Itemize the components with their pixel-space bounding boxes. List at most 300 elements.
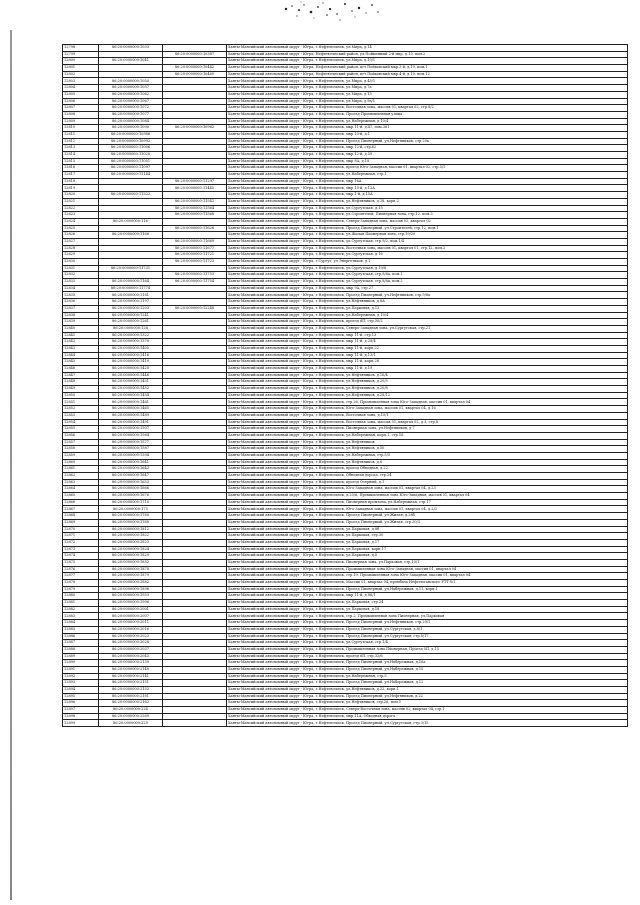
table-row [63,620,628,627]
cadastral-number: 86:20:0000000:2001 [99,606,163,613]
cadastral-number-secondary [163,105,227,112]
cadastral-number [99,225,163,232]
cadastral-number-secondary [163,319,227,326]
table-row [63,305,628,312]
address-cell: Ханты-Мансийский автономный округ - Югра, г.Нефтеюганск, Проезд Пионерный, ул.Нефтяников, стр.9/8а [227,292,628,299]
row-number: 12879 [63,586,99,593]
row-number: 12808 [63,111,99,118]
address-cell: Ханты-Мансийский автономный округ - Югра, г.Нефтеюганск, ул.Строителей, Пионерная зона, стр.12, пом.3 [227,212,628,219]
address-cell: Ханты-Мансийский автономный округ - Югра, г.Нефтеюганск, ул.Сургутская, д.16 [227,252,628,259]
address-cell: Ханты-Мансийский автономный округ - Югра, г.Нефтеюганск, проезд Юго-Западная, массив 01, квартал 02, стр.5/1 [227,165,628,172]
cadastral-number: 86:20:0000000:1465 [99,406,163,413]
cadastral-number-secondary: 86:20:0000000:11721 [163,252,227,259]
table-row [63,111,628,118]
row-number: 12846 [63,366,99,373]
address-cell: Ханты-Мансийский автономный округ - Югра, г.Нефтеюганск, ул.Сургутская, стр.9/2, пом.1/4 [227,238,628,245]
address-cell: Ханты-Мансийский автономный округ - Югра, г.Нефтеюганск, Юго-Западная зона, массив 01, квартал 04, д.16 [227,406,628,413]
table-row [63,452,628,459]
address-cell: Ханты-Мансийский автономный округ - Югра, г.Нефтеюганск, Обводная дорога, стр.24 [227,473,628,480]
table-row [63,559,628,566]
address-cell: Ханты-Мансийский автономный округ - Югра, г.Нефтеюганск, Проезд Пионерный, ул.Жилая, стр.30/3 [227,519,628,526]
cadastral-number: 86:20:0000000:2151 [99,680,163,687]
cadastral-number: 86:20:0000000:11731 [99,265,163,272]
row-number: 12834 [63,285,99,292]
cadastral-number: 86:20:0000000:1710 [99,499,163,506]
address-cell: Ханты-Мансийский автономный округ - Югра, г.Нефтеюганск, ул.Парковая, д.17 [227,539,628,546]
cadastral-number: 86:20:0000000:11774 [99,285,163,292]
table-row [63,285,628,292]
cadastral-number: 86:20:0000000:116 [99,218,163,225]
row-number: 12847 [63,372,99,379]
address-cell: Ханты-Мансийский автономный округ - Югра, г.Нефтеюганск, ул.Нефтяников [227,439,628,446]
address-cell: Ханты-Мансийский автономный округ - Югра, г.Нефтеюганск, мкр 1-й, д.15А [227,192,628,199]
address-cell: Ханты-Мансийский автономный округ - Югра, г.Нефтеюганск, проезд Озерный, д.1 [227,479,628,486]
cadastral-number-secondary [163,138,227,145]
row-number: 12858 [63,446,99,453]
cadastral-number-secondary [163,526,227,533]
row-number: 12874 [63,553,99,560]
address-cell: Ханты-Мансийский автономный округ - Югра, г.Нефтеюганск, мкр 11-й, д.13/1 [227,352,628,359]
cadastral-number-secondary [163,720,227,727]
cadastral-number-secondary [163,499,227,506]
cadastral-number: 86:20:0000000:1666 [99,486,163,493]
table-row [63,600,628,607]
table-row [63,325,628,332]
address-cell: Ханты-Мансийский автономный округ - Югра, г.Нефтеюганск, ул.Мира, д.14 [227,45,628,52]
address-cell: Ханты-Мансийский автономный округ - Югра, г.Нефтеюганск, ул.Сургутская, д.15 [227,205,628,212]
table-row [63,566,628,573]
table-row [63,172,628,179]
cadastral-number: 86:20:0000000:128 [99,325,163,332]
table-row [63,432,628,439]
cadastral-number-secondary: 86:20:0000000:11626 [163,225,227,232]
address-cell: Ханты-Мансийский автономный округ - Югра, г.Нефтеюганск, ул.Нефтяников, д.16/4 [227,372,628,379]
address-cell: Ханты-Мансийский автономный округ - Югра, г.Нефтеюганск, ул.Нефтяников, д.20/5 [227,379,628,386]
cadastral-number: 86:20:0000000:1419 [99,359,163,366]
table-row [63,78,628,85]
address-cell: Ханты-Мансийский автономный округ - Югра, г.Нефтеюганск, ул.Нефтяников, д.28/12 [227,392,628,399]
row-number: 12833 [63,279,99,286]
cadastral-number: 86:20:0000000:1812 [99,526,163,533]
cadastral-number-secondary [163,98,227,105]
cadastral-number [99,212,163,219]
table-row [63,225,628,232]
cadastral-number-secondary [163,452,227,459]
table-row [63,238,628,245]
cadastral-number: 86:20:0000000:2141 [99,673,163,680]
row-number: 12809 [63,118,99,125]
cadastral-number: 86:20:0000000:1879 [99,573,163,580]
address-cell: Ханты-Мансийский автономный округ - Югра, г.Нефтеюганск, Восточная зона, массив 01, квартал 01, стр.12, пом.2 [227,245,628,252]
table-row [63,479,628,486]
cadastral-number-secondary [163,539,227,546]
cadastral-number [99,198,163,205]
table-row [63,85,628,92]
cadastral-number-secondary [163,366,227,373]
address-cell: Ханты-Мансийский автономный округ - Югра, г.Нефтеюганск, мкр 11-й, корп.22 [227,345,628,352]
cadastral-number: 86:20:0000000:1641 [99,459,163,466]
row-number: 12820 [63,192,99,199]
table-row [63,98,628,105]
cadastral-number-secondary: 86:20:0000000:11297 [163,178,227,185]
row-number: 12891 [63,666,99,673]
cadastral-number-secondary [163,111,227,118]
scan-edge [10,30,12,900]
address-cell: Ханты-Мансийский автономный округ - Югра, г.Нефтеюганск, ул.Сургутская, стр.8/8а, пом.2 [227,279,628,286]
cadastral-number: 86:20:0000000:1033 [99,45,163,52]
row-number: 12890 [63,660,99,667]
cadastral-number-secondary [163,713,227,720]
cadastral-number-secondary [163,131,227,138]
cadastral-number: 86:20:0000000:1824 [99,546,163,553]
cadastral-number-secondary [163,45,227,52]
table-row [63,419,628,426]
table-row [63,345,628,352]
table-row [63,446,628,453]
address-cell: Ханты-Мансийский автономный округ - Югра, г.Нефтеюганск, ул.Парковая, стр.24 [227,600,628,607]
address-cell: Ханты-Мансийский автономный округ - Югра, г.Нефтеюганск, ул.Набережная, д.10/4 [227,312,628,319]
address-cell: Ханты-Мансийский автономный округ - Югра, г.Нефтеюганск, ул.Нефтяников, д.50 [227,446,628,453]
cadastral-number-secondary [163,145,227,152]
row-number: 12821 [63,198,99,205]
address-cell: Ханты-Мансийский автономный округ - Югра, г.Нефтеюганск, Проезд Пионерный, ул.Набережная, д.11, корп.1 [227,586,628,593]
row-number: 12866 [63,499,99,506]
row-number: 12853 [63,412,99,419]
cadastral-number: 86:20:0000000:11006 [99,145,163,152]
cadastral-number-secondary [163,412,227,419]
cadastral-number-secondary [163,345,227,352]
row-number: 12803 [63,78,99,85]
cadastral-number: 86:20:0000000:2161 [99,693,163,700]
cadastral-number-secondary [163,118,227,125]
address-cell: Ханты-Мансийский автономный округ - Югра, г.Нефтеюганск, Пионерная зона, ул.Парковая, стр.10/1 [227,559,628,566]
row-number: 12884 [63,620,99,627]
table-row [63,533,628,540]
address-cell: Ханты-Мансийский автономный округ - Югра, г.Нефтеюганск, ул.Нефтяников, д.8А [227,299,628,306]
table-row [63,493,628,500]
address-cell: Ханты-Мансийский автономный округ - Югра, г.Нефтеюганск, мкр 12-й, д.59 [227,152,628,159]
address-cell: Ханты-Мансийский автономный округ - Югра, г.Сургут, ул.Энергетиков, д.1 [227,259,628,266]
cadastral-number-secondary [163,85,227,92]
address-cell: Ханты-Мансийский автономный округ - Югра, г.Нефтеюганск, ул.Набережная, стр.5 [227,673,628,680]
cadastral-number: 86:20:0000000:1197 [99,299,163,306]
table-row [63,352,628,359]
address-cell: Ханты-Мансийский автономный округ - Югра, г.Нефтеюганск, Проезд Пионерный, ул.Жилая, д.28б [227,513,628,520]
address-cell: Ханты-Мансийский автономный округ - Югра, г.Нефтеюганск, мкр 8А, д.18 [227,158,628,165]
address-cell: Ханты-Мансийский автономный округ - Югра, г.Нефтеюганск, ул.Парковая, корп.17 [227,546,628,553]
cadastral-number-secondary [163,359,227,366]
table-row [63,198,628,205]
row-number: 12875 [63,559,99,566]
cadastral-number: 86:20:0000000:2023 [99,633,163,640]
row-number: 12877 [63,573,99,580]
row-number: 12842 [63,339,99,346]
address-cell: Ханты-Мансийский автономный округ - Югра, г.Нефтеюганск, ул.Нефтяников, д.28, корп.2 [227,198,628,205]
cadastral-number-secondary [163,339,227,346]
cadastral-number-secondary [163,613,227,620]
table-row [63,145,628,152]
row-number: 12849 [63,386,99,393]
row-number: 12837 [63,305,99,312]
cadastral-number-secondary [163,325,227,332]
cadastral-number: 86:20:0000000:1057 [99,85,163,92]
cadastral-number-secondary [163,666,227,673]
table-row [63,693,628,700]
table-row [63,218,628,225]
address-cell: Ханты-Мансийский автономный округ - Югра, г.Нефтеюганск, Промышленная зона Юго-Западная, массив 01, квартал 04 [227,566,628,573]
table-row [63,91,628,98]
table-row [63,165,628,172]
cadastral-number: 86:20:0000000:2153 [99,687,163,694]
cadastral-number: 86:20:0000000:1241 [99,312,163,319]
cadastral-number-secondary [163,426,227,433]
row-number: 12851 [63,399,99,406]
cadastral-number: 86:20:0000000:11523 [99,192,163,199]
cadastral-number-secondary [163,432,227,439]
cadastral-number-secondary [163,446,227,453]
row-number: 12887 [63,640,99,647]
cadastral-number: 86:20:0000000:1822 [99,533,163,540]
table-row [63,185,628,192]
cadastral-number-secondary [163,593,227,600]
table-row [63,720,628,727]
cadastral-number-secondary: 86:20:0000000:10962 [163,125,227,132]
table-row [63,51,628,58]
row-number: 12880 [63,593,99,600]
address-cell: Ханты-Мансийский автономный округ - Югра, г.Нефтеюганск, мкр 10-й, д.1 [227,131,628,138]
address-cell: Ханты-Мансийский автономный округ - Югра, г.Нефтеюганск, Северо-Восточная зона, массив 02, квартал 04, стр.1 [227,707,628,714]
address-cell: Ханты-Мансийский автономный округ - Югра, г.Нефтеюганск, Пионерная промзона, ул.Набережная, стр.17 [227,499,628,506]
row-number: 12798 [63,45,99,52]
table-body [63,45,628,727]
table-row [63,506,628,513]
row-number: 12843 [63,345,99,352]
address-cell: Ханты-Мансийский автономный округ - Югра, г.Нефтеюганск, Проезд Пионерный, ул.Нефтяников, стр.29/1 [227,620,628,627]
cadastral-number: 86:20:0000000:1489 [99,412,163,419]
cadastral-number-secondary [163,91,227,98]
address-cell: Ханты-Мансийский автономный округ - Югра, г.Нефтеюганск, ул.Сургутская, д.19/8 [227,265,628,272]
cadastral-number-secondary: 86:20:0000000:11568 [163,212,227,219]
table-row [63,192,628,199]
row-number: 12881 [63,600,99,607]
row-number: 12897 [63,707,99,714]
address-cell: Ханты-Мансийский автономный округ - Югра, г.Нефтеюганск, Пионерная зона, ул.Нефтяников, д.7 [227,426,628,433]
cadastral-number: 86:20:0000000:1882 [99,580,163,587]
cadastral-number-secondary [163,292,227,299]
row-number: 12873 [63,546,99,553]
row-number: 12865 [63,493,99,500]
cadastral-number-secondary [163,172,227,179]
cadastral-number [99,205,163,212]
cadastral-number-secondary [163,620,227,627]
cadastral-number-secondary: 86:20:0000000:10442 [163,65,227,72]
cadastral-number-secondary [163,285,227,292]
row-number: 12894 [63,687,99,694]
row-number: 12822 [63,205,99,212]
row-number: 12852 [63,406,99,413]
address-cell: Ханты-Мансийский автономный округ - Югра, г.Нефтеюганск, мкр 11-й, корп.28 [227,359,628,366]
cadastral-number: 86:20:0000000:1491 [99,419,163,426]
row-number: 12885 [63,626,99,633]
cadastral-number: 86:20:0000000:224 [99,707,163,714]
cadastral-number-secondary: 86:20:0000000:11564 [163,205,227,212]
cadastral-number-secondary [163,673,227,680]
cadastral-number: 86:20:0000000:2007 [99,613,163,620]
table-row [63,707,628,714]
table-row [63,499,628,506]
table-row [63,399,628,406]
cadastral-number [99,245,163,252]
cadastral-number [99,65,163,72]
address-cell: Ханты-Мансийский автономный округ - Югра, г.Нефтеюганск, стр.2, Промышленная зона Пионерная, ул.Парковая [227,613,628,620]
table-row [63,687,628,694]
cadastral-number: 86:20:0000000:1852 [99,559,163,566]
table-row [63,386,628,393]
table-row [63,245,628,252]
row-number: 12804 [63,85,99,92]
address-cell: Ханты-Мансийский автономный округ - Югра, г.Нефтеюганск, ул.Мира, д.10/1 [227,58,628,65]
cadastral-number: 86:20:0000000:1587 [99,446,163,453]
cadastral-number-secondary [163,660,227,667]
address-cell: Ханты-Мансийский автономный округ - Югра, г.Нефтеюганск, ул.Жилая Пионерная зона, стр.19/20 [227,232,628,239]
table-row [63,299,628,306]
address-cell: Ханты-Мансийский автономный округ - Югра, г.Нефтеюганск, Проезд Пионерный, ул.Набережная, д.16а [227,660,628,667]
row-number: 12870 [63,526,99,533]
table-row [63,646,628,653]
table-row [63,65,628,72]
cadastral-number: 86:20:0000000:1823 [99,539,163,546]
cadastral-number: 86:20:0000000:1084 [99,118,163,125]
cadastral-number-secondary [163,546,227,553]
cadastral-number: 86:20:0000000:2037 [99,646,163,653]
cadastral-number-secondary [163,392,227,399]
cadastral-number: 86:20:0000000:1452 [99,386,163,393]
cadastral-number-secondary [163,479,227,486]
cadastral-number: 86:20:0000000:1322 [99,332,163,339]
row-number: 12840 [63,325,99,332]
cadastral-number: 86:20:0000000:1647 [99,473,163,480]
cadastral-number-secondary [163,78,227,85]
cadastral-number: 86:20:0000000:2016 [99,626,163,633]
cadastral-number-secondary [163,439,227,446]
address-cell: Ханты-Мансийский автономный округ - Югра, г.Нефтеюганск, ул.Сургутская, стр.8/8а, пом.1 [227,272,628,279]
address-cell: Ханты-Мансийский автономный округ - Югра, г.Нефтеюганск, мкр 11-й, стр.13 [227,332,628,339]
row-number: 12839 [63,319,99,326]
cadastral-number-secondary [163,406,227,413]
row-number: 12830 [63,259,99,266]
cadastral-number: 86:20:0000000:2028 [99,640,163,647]
table-row [63,265,628,272]
cadastral-number: 86:20:0000000:1653 [99,479,163,486]
row-number: 12886 [63,633,99,640]
address-cell: Ханты-Мансийский автономный округ - Югра, г.Нефтеюганск, Проезд Пионерный, ул.Набережная, д.15 [227,666,628,673]
address-cell: Ханты-Мансийский автономный округ - Югра, г.Нефтеюганск, проезд 6П, стр.30/2 [227,319,628,326]
row-number: 12800 [63,58,99,65]
table-row [63,406,628,413]
cadastral-number-secondary [163,600,227,607]
cadastral-number-secondary: 86:20:0000000:10387 [163,51,227,58]
cadastral-number-secondary [163,165,227,172]
cadastral-number: 86:20:0000000:1829 [99,553,163,560]
cadastral-number-secondary [163,386,227,393]
row-number: 12861 [63,466,99,473]
table-row [63,466,628,473]
row-number: 12812 [63,138,99,145]
cadastral-number: 86:20:0000000:1416 [99,352,163,359]
cadastral-number: 86:20:0000000:1090 [99,125,163,132]
row-number: 12895 [63,693,99,700]
table-row [63,546,628,553]
cadastral-number: 86:20:0000000:1461 [99,399,163,406]
cadastral-number: 86:20:0000000:1067 [99,98,163,105]
row-number: 12898 [63,713,99,720]
address-cell: Ханты-Мансийский автономный округ - Югра, г.Нефтеюганск, мкр 12-й, стр.62 [227,145,628,152]
cadastral-number-secondary [163,312,227,319]
table-row [63,212,628,219]
address-cell: Ханты-Мансийский автономный округ - Югра, г.Нефтеюганск, Проезд Промышленная улица [227,111,628,118]
cadastral-number: 86:20:0000000:1446 [99,372,163,379]
cadastral-number: 86:20:0000000:11020 [99,152,163,159]
table-row [63,586,628,593]
address-cell: Ханты-Мансийский автономный округ - Югра, г.Нефтеюганск, стр.26, Промышленная зона Юго-Западная, массив 01, квартал 04 [227,399,628,406]
row-number: 12814 [63,152,99,159]
address-cell: Ханты-Мансийский автономный округ - Югра, г.Нефтеюганск, ул.Парковая, д.5 [227,553,628,560]
row-number: 12806 [63,98,99,105]
cadastral-number-secondary [163,332,227,339]
cadastral-number: 86:20:0000000:1072 [99,105,163,112]
cadastral-number: 86:20:0000000:11097 [99,165,163,172]
row-number: 12871 [63,533,99,540]
cadastral-number: 86:20:0000000:1164 [99,279,163,286]
cadastral-number-secondary [163,299,227,306]
address-cell: Ханты-Мансийский автономный округ - Югра, г.Нефтеюганск, ул.Сургутская, стр.1/4 [227,640,628,647]
row-number: 12826 [63,232,99,239]
row-number: 12824 [63,218,99,225]
cadastral-number: 86:20:0000000:2011 [99,620,163,627]
table-row [63,606,628,613]
row-number: 12857 [63,439,99,446]
row-number: 12883 [63,613,99,620]
cadastral-number-secondary [163,352,227,359]
address-cell: Ханты-Мансийский автономный округ - Югра, г.Нефтеюганск, Промышленная зона Пионерная, Проезд 5П, д.15 [227,646,628,653]
cadastral-number-secondary [163,680,227,687]
table-row [63,272,628,279]
cadastral-number-secondary [163,152,227,159]
cadastral-number: 86:20:0000000:1378 [99,339,163,346]
address-cell: Ханты-Мансийский автономный округ - Югра, г.Нефтеюганск, ул.Парковая, д.18 [227,606,628,613]
row-number: 12863 [63,479,99,486]
cadastral-number-secondary [163,553,227,560]
row-number: 12817 [63,172,99,179]
address-cell: Ханты-Мансийский автономный округ - Югра, г.Нефтеюганск, Массив 01, квартал 04, промбаза Нефтеюганского УТТ №1 [227,580,628,587]
cadastral-number-secondary [163,559,227,566]
address-cell: Ханты-Мансийский автономный округ - Югра, г.Нефтеюганск, мкр 11-й, д.28/4 [227,339,628,346]
row-number: 12845 [63,359,99,366]
cadastral-number [99,51,163,58]
cadastral-number: 86:20:0000000:2043 [99,653,163,660]
row-number: 12832 [63,272,99,279]
row-number: 12862 [63,473,99,480]
address-cell: Ханты-Мансийский автономный округ - Югра, г.Нефтеюганск, ул.Парковая, стр.30 [227,533,628,540]
address-cell: Ханты-Мансийский автономный округ - Югра, г.Нефтеюганск, ул.Нефтяников, д.6 [227,459,628,466]
cadastral-number [99,185,163,192]
cadastral-number: 86:20:0000000:175 [99,506,163,513]
table-row [63,426,628,433]
row-number: 12823 [63,212,99,219]
table-row [63,372,628,379]
row-number: 12867 [63,506,99,513]
row-number: 12828 [63,245,99,252]
